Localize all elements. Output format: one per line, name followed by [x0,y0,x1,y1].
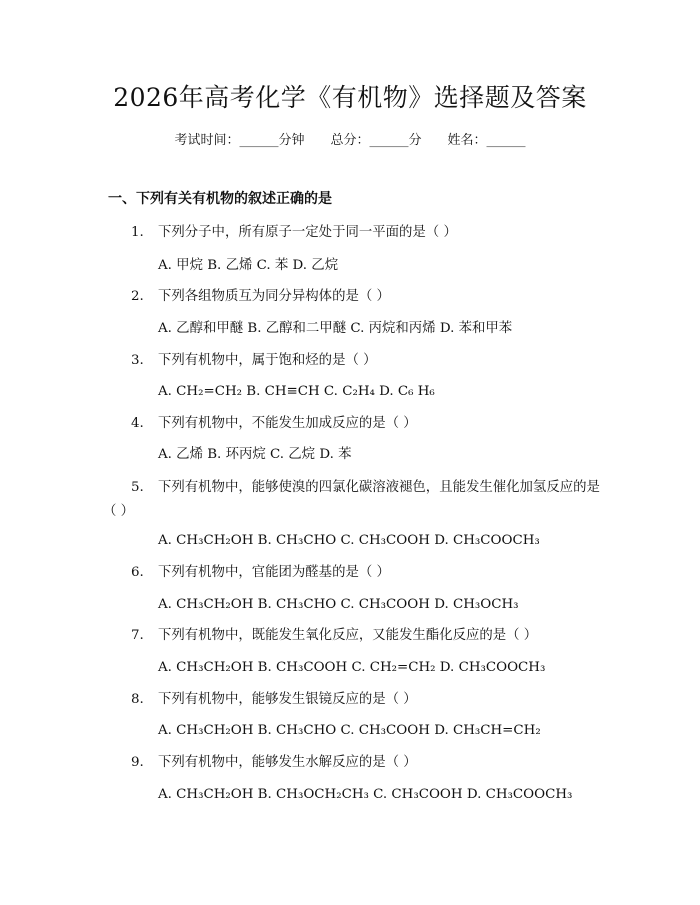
question-number: 8. [131,692,144,707]
question-5 [103,476,603,524]
question-text: 下列有机物中，能够发生银镜反应的是（ ） [158,692,417,707]
question-number: 5. [131,480,144,495]
document-title: 2026年高考化学《有机物》选择题及答案 [113,83,587,112]
question-number: 6. [131,565,144,580]
question-1-options: A. 甲烷 B. 乙烯 C. 苯 D. 乙烷 [158,258,339,273]
question-text: 下列有机物中，官能团为醛基的是（ ） [158,565,390,580]
question-1 [131,222,457,243]
question-8 [131,689,417,710]
question-text: 下列有机物中，能够发生水解反应的是（ ） [158,755,417,770]
section-heading: 一、下列有关有机物的叙述正确的是 [108,191,332,207]
question-3 [131,350,377,371]
question-2-options: A. 乙醇和甲醚 B. 乙醇和二甲醚 C. 丙烷和丙烯 D. 苯和甲苯 [158,321,513,336]
question-6-options: A. CH₃CH₂OH B. CH₃CHO C. CH₃COOH D. CH₃OCH₃ [158,597,519,612]
question-number: 1. [131,225,144,240]
question-9 [131,752,417,773]
exam-time-field: 考试时间：______分钟 [174,133,305,148]
name-field: 姓名：______ [447,133,526,148]
question-2 [131,286,390,307]
total-score-field: 总分：______分 [330,133,422,148]
question-6 [131,562,390,583]
question-8-options: A. CH₃CH₂OH B. CH₃CHO C. CH₃COOH D. CH₃CH=CH₂ [158,723,541,738]
question-text: 下列有机物中，不能发生加成反应的是（ ） [158,416,417,431]
exam-info-line [0,131,700,151]
question-7 [131,625,537,646]
question-9-options: A. CH₃CH₂OH B. CH₃OCH₂CH₃ C. CH₃COOH D. CH₃COOCH₃ [158,787,573,802]
question-text: 下列有机物中，既能发生氧化反应，又能发生酯化反应的是（ ） [158,628,538,643]
question-text: 下列各组物质互为同分异构体的是（ ） [158,289,390,304]
question-5-options: A. CH₃CH₂OH B. CH₃CHO C. CH₃COOH D. CH₃COOCH₃ [158,533,540,548]
question-number: 7. [131,628,144,643]
question-7-options: A. CH₃CH₂OH B. CH₃COOH C. CH₂=CH₂ D. CH₃COOCH₃ [158,660,546,675]
question-number: 2. [131,289,144,304]
question-number: 3. [131,353,144,368]
question-4 [131,413,417,434]
question-text: 下列分子中，所有原子一定处于同一平面的是（ ） [158,225,457,240]
question-text: 下列有机物中，能够使溴的四氯化碳溶液褪色，且能发生催化加氢反应的是（ ） [103,480,600,519]
question-text: 下列有机物中，属于饱和烃的是（ ） [158,353,377,368]
question-3-options: A. CH₂=CH₂ B. CH≡CH C. C₂H₄ D. C₆ H₆ [158,384,435,399]
question-number: 4. [131,416,144,431]
question-number: 9. [131,755,144,770]
question-4-options: A. 乙烯 B. 环丙烷 C. 乙烷 D. 苯 [158,447,352,462]
